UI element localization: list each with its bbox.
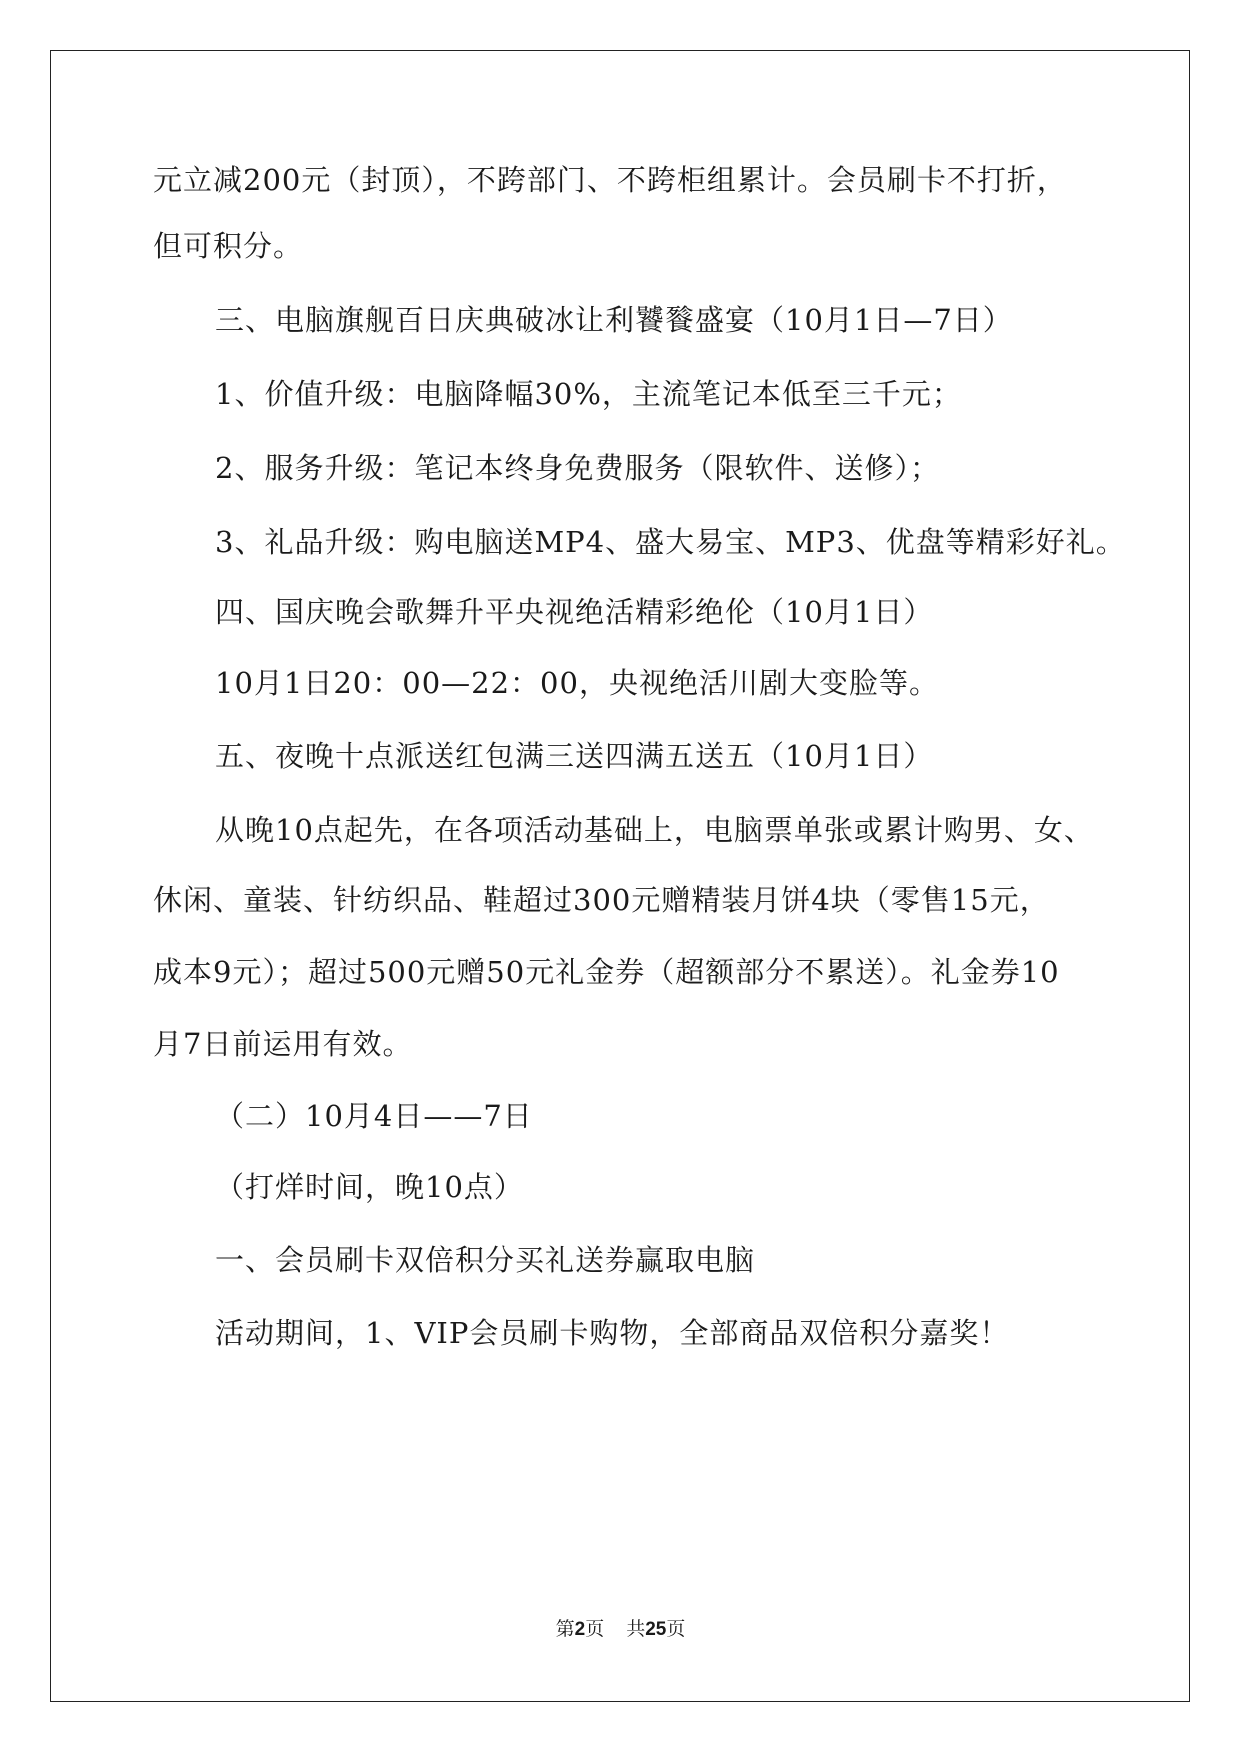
list-item-2: 2、服务升级：笔记本终身免费服务（限软件、送修）；: [215, 451, 940, 485]
total-prefix: 共: [626, 1618, 646, 1640]
page-border: [50, 50, 1190, 1702]
section-heading-1: 一、会员刷卡双倍积分买礼送券赢取电脑: [215, 1243, 756, 1277]
list-item-1: 1、价值升级：电脑降幅30%，主流笔记本低至三千元；: [215, 377, 962, 411]
paragraph-line-activity: 活动期间，1、VIP会员刷卡购物，全部商品双倍积分嘉奖！: [215, 1316, 1010, 1350]
page-number: 2: [574, 1619, 586, 1640]
total-pages: 25: [645, 1619, 667, 1640]
paragraph-line-promo-2: 休闲、童装、针纺织品、鞋超过300元赠精装月饼4块（零售15元，: [153, 883, 1050, 917]
paragraph-line-2: 但可积分。: [153, 229, 304, 263]
paragraph-line-1: 元立减200元（封顶），不跨部门、不跨柜组累计。会员刷卡不打折，: [153, 163, 1067, 197]
page-suffix: 页: [585, 1618, 605, 1640]
list-item-3: 3、礼品升级：购电脑送MP4、盛大易宝、MP3、优盘等精彩好礼。: [215, 525, 1126, 559]
paragraph-line-promo-3: 成本9元）；超过500元赠50元礼金券（超额部分不累送）。礼金券10: [153, 955, 1060, 989]
section-heading-4: 四、国庆晚会歌舞升平央视绝活精彩绝伦（10月1日）: [215, 595, 934, 629]
page-footer: [0, 1617, 1241, 1642]
page-prefix: 第: [555, 1618, 575, 1640]
subsection-heading-2: （二）10月4日——7日: [215, 1099, 533, 1133]
section-heading-5: 五、夜晚十点派送红包满三送四满五送五（10月1日）: [215, 739, 934, 773]
total-suffix: 页: [666, 1618, 686, 1640]
closing-time-note: （打烊时间，晚10点）: [215, 1170, 524, 1204]
paragraph-line-promo-1: 从晚10点起先，在各项活动基础上，电脑票单张或累计购男、女、: [215, 813, 1094, 847]
paragraph-line-promo-4: 月7日前运用有效。: [153, 1027, 413, 1061]
section-heading-3: 三、电脑旗舰百日庆典破冰让利饕餮盛宴（10月1日—7日）: [215, 303, 1013, 337]
paragraph-line-event-time: 10月1日20：00—22：00，央视绝活川剧大变脸等。: [215, 666, 939, 700]
